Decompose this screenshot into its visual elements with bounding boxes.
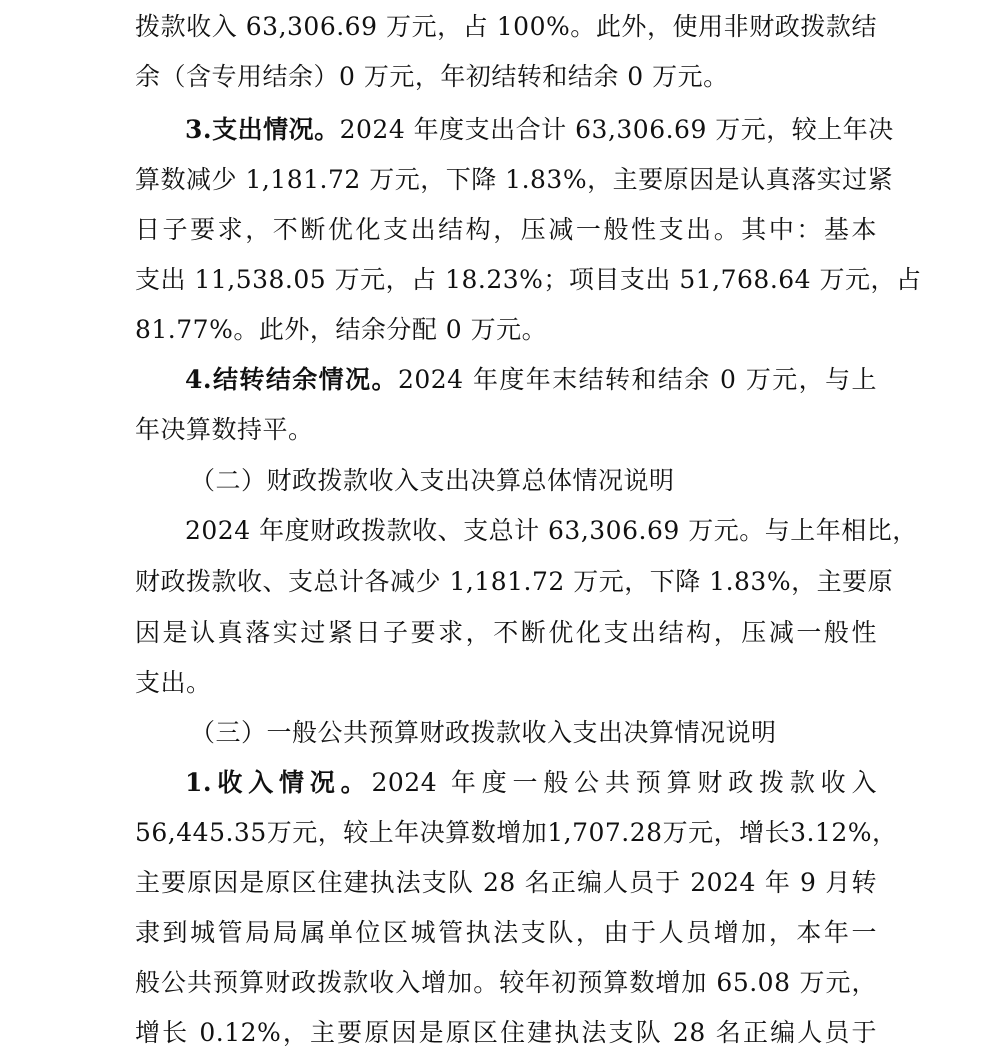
- text-segment: 支出。: [135, 668, 212, 697]
- text-line: [185, 354, 877, 406]
- text-line: [185, 505, 918, 557]
- text-line: [135, 907, 877, 959]
- text-line: [135, 857, 877, 909]
- text-line: [135, 957, 877, 1009]
- text-line: [135, 556, 894, 608]
- text-segment: 余（含专用结余）0 万元，年初结转和结余 0 万元。: [135, 62, 729, 91]
- section-heading-text: （二）财政拨款收入支出决算总体情况说明: [190, 466, 675, 495]
- text-segment: 算数减少 1,181.72 万元，下降 1.83%，主要原因是认真落实过紧: [135, 165, 894, 194]
- text-segment: 增长 0.12%，主要原因是原区住建执法支队 28 名正编人员于: [135, 1018, 877, 1047]
- text-segment: 般公共预算财政拨款收入增加。较年初预算数增加 65.08 万元，: [135, 968, 877, 997]
- paragraph-label: 4.结转结余情况。: [185, 365, 398, 394]
- text-segment: 2024 年度年末结转和结余 0 万元，与上: [397, 365, 878, 394]
- text-line: [135, 51, 877, 103]
- text-segment: 主要原因是原区住建执法支队 28 名正编人员于 2024 年 9 月转: [135, 868, 877, 897]
- text-line: [135, 154, 894, 206]
- text-segment: 2024 年度支出合计 63,306.69 万元，较上年决: [339, 115, 894, 144]
- text-segment: 支出 11,538.05 万元，占 18.23%；项目支出 51,768.64 万元，占: [135, 265, 922, 294]
- text-segment: 财政拨款收、支总计各减少 1,181.72 万元，下降 1.83%，主要原: [135, 567, 894, 596]
- text-line: [135, 304, 877, 356]
- text-line: [185, 757, 877, 809]
- text-segment: 年决算数持平。: [135, 415, 314, 444]
- section-heading: [190, 455, 877, 507]
- text-line: [135, 657, 877, 709]
- text-segment: 56,445.35万元，较上年决算数增加1,707.28万元，增长3.12%，: [135, 818, 898, 847]
- text-line: [135, 1007, 877, 1059]
- text-segment: 日子要求，不断优化支出结构，压减一般性支出。其中：基本: [135, 215, 877, 244]
- section-heading-text: （三）一般公共预算财政拨款收入支出决算情况说明: [190, 718, 777, 747]
- text-line: [135, 1, 877, 53]
- text-line: [135, 607, 877, 659]
- section-heading: [190, 707, 877, 759]
- text-segment: 隶到城管局局属单位区城管执法支队，由于人员增加，本年一: [135, 918, 877, 947]
- paragraph-label: 3.支出情况。: [185, 115, 340, 144]
- text-segment: 因是认真落实过紧日子要求，不断优化支出结构，压减一般性: [135, 618, 877, 647]
- text-line: [135, 204, 877, 256]
- text-segment: 2024 年度财政拨款收、支总计 63,306.69 万元。与上年相比，: [185, 516, 918, 545]
- text-line: [135, 807, 898, 859]
- paragraph-label: 1.收入情况。: [185, 768, 372, 797]
- text-line: [135, 404, 877, 456]
- text-segment: 81.77%。此外，结余分配 0 万元。: [135, 315, 548, 344]
- text-segment: 2024 年度一般公共预算财政拨款收入: [371, 768, 877, 797]
- text-segment: 拨款收入 63,306.69 万元，占 100%。此外，使用非财政拨款结: [135, 12, 877, 41]
- text-line: [185, 104, 894, 156]
- text-line: [135, 254, 922, 306]
